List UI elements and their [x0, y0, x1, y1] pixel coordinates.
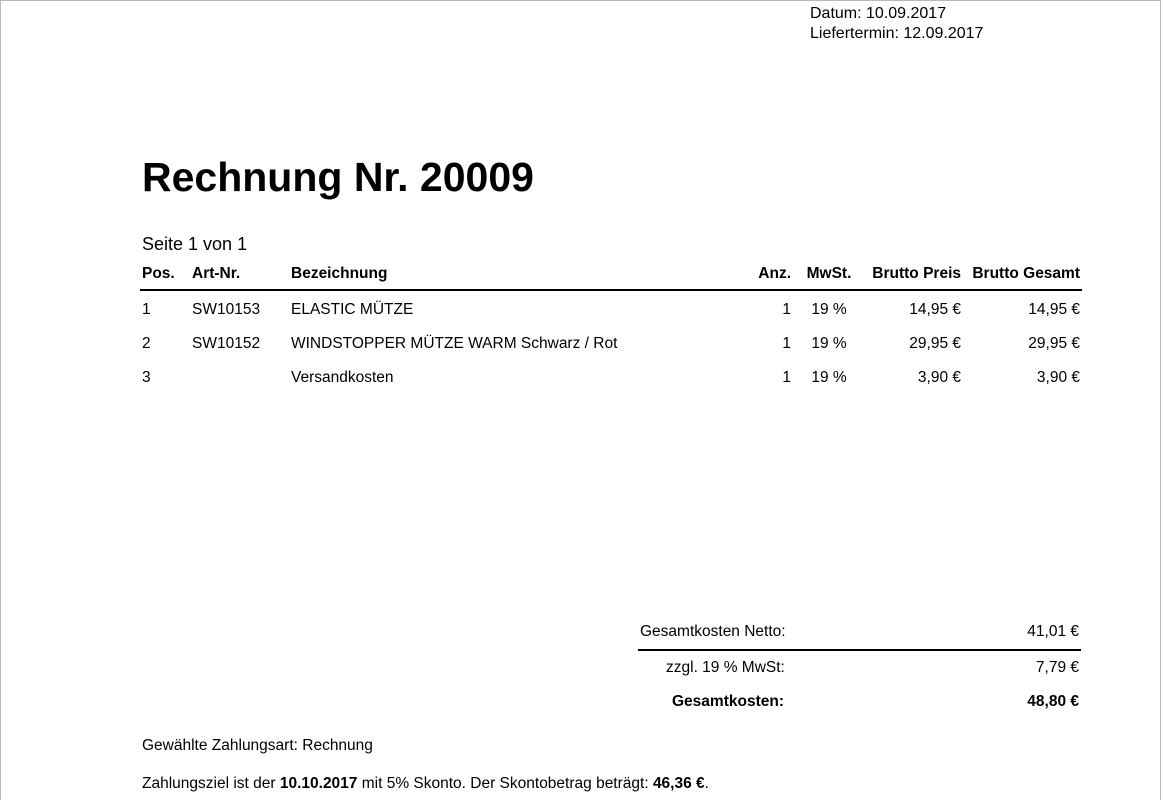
col-header-gross-price: Brutto Preis [859, 259, 963, 290]
delivery-date: Liefertermin: 12.09.2017 [810, 25, 984, 42]
col-header-article-no: Art-Nr. [190, 259, 289, 290]
cell-gross-price: 3,90 € [917, 369, 961, 386]
page-indicator: Seite 1 von 1 [142, 234, 248, 254]
terms-middle: mit 5% Skonto. Der Skontobetrag beträgt: [357, 775, 653, 792]
net-total-label: Gesamtkosten Netto: [638, 615, 974, 650]
cell-quantity: 1 [782, 335, 791, 352]
terms-due-date: 10.10.2017 [279, 775, 358, 792]
terms-discount-amount: 46,36 € [652, 775, 705, 792]
cell-quantity: 1 [782, 369, 791, 386]
payment-terms [142, 774, 709, 794]
totals-row-grand [638, 685, 1081, 719]
cell-article-no: SW10153 [192, 301, 261, 318]
col-header-gross-total: Brutto Gesamt [963, 259, 1082, 290]
cell-pos: 1 [142, 301, 151, 318]
totals-row-tax [638, 650, 1081, 685]
cell-description: WINDSTOPPER MÜTZE WARM Schwarz / Rot [291, 335, 618, 352]
cell-quantity: 1 [782, 301, 791, 318]
cell-article-no [190, 361, 289, 395]
cell-article-no: SW10152 [192, 335, 261, 352]
net-total-value: 41,01 € [974, 615, 1081, 650]
table-row [140, 361, 1082, 395]
cell-pos: 3 [142, 369, 151, 386]
cell-gross-price: 14,95 € [909, 301, 961, 318]
col-header-pos: Pos. [140, 259, 190, 290]
cell-vat: 19 % [811, 301, 847, 318]
cell-pos: 2 [142, 335, 151, 352]
cell-gross-price: 29,95 € [909, 335, 961, 352]
col-header-description: Bezeichnung [289, 259, 749, 290]
tax-label: zzgl. 19 % MwSt: [666, 659, 785, 676]
table-header-row [140, 259, 1082, 290]
totals-row-net [638, 615, 1081, 650]
cell-vat: 19 % [811, 369, 847, 386]
totals-table [638, 615, 1081, 719]
grand-total-label: Gesamtkosten: [672, 693, 784, 710]
col-header-vat: MwSt. [799, 259, 859, 290]
col-header-quantity: Anz. [749, 259, 799, 290]
invoice-meta [810, 4, 983, 44]
cell-description: Versandkosten [291, 369, 394, 386]
cell-gross-total: 14,95 € [1028, 301, 1080, 318]
line-items-table [140, 259, 1082, 395]
cell-gross-total: 3,90 € [1036, 369, 1080, 386]
cell-gross-total: 29,95 € [1028, 335, 1080, 352]
terms-suffix: . [704, 775, 709, 792]
terms-prefix: Zahlungsziel ist der [142, 775, 280, 792]
cell-description: ELASTIC MÜTZE [291, 301, 414, 318]
cell-vat: 19 % [811, 335, 847, 352]
grand-total-value: 48,80 € [1027, 693, 1079, 710]
table-row [140, 290, 1082, 327]
invoice-title: Rechnung Nr. 20009 [142, 154, 534, 200]
table-row [140, 327, 1082, 361]
payment-method: Gewählte Zahlungsart: Rechnung [142, 737, 373, 754]
invoice-date: Datum: 10.09.2017 [810, 5, 947, 22]
tax-value: 7,79 € [1035, 659, 1079, 676]
